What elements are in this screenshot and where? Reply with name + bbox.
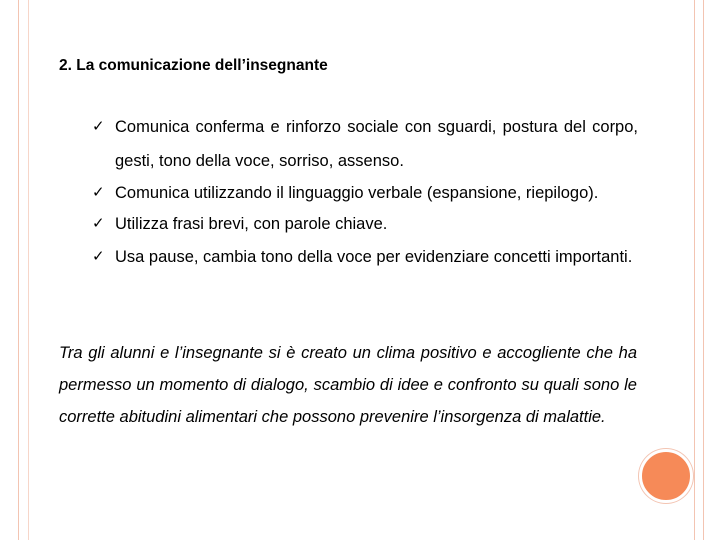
bullet-item-4 bbox=[92, 240, 638, 274]
bullet-text: Utilizza frasi brevi, con parole chiave. bbox=[115, 215, 388, 233]
bullet-text: Usa pause, cambia tono della voce per evidenziare concetti importanti. bbox=[115, 248, 633, 266]
frame-inner-line-left bbox=[28, 0, 29, 540]
bullet-item-1 bbox=[92, 110, 638, 178]
check-icon: ✓ bbox=[92, 118, 105, 135]
bullet-item-2 bbox=[92, 176, 638, 210]
frame-inner-line-right bbox=[694, 0, 695, 540]
bullet-item-3 bbox=[92, 207, 638, 241]
bullet-text: Comunica conferma e rinforzo sociale con sguardi, postura del corpo, gesti, tono della voce, sorriso, assenso. bbox=[115, 118, 638, 170]
conclusion-paragraph: Tra gli alunni e l’insegnante si è creato un clima positivo e accogliente che ha permesso un momento di dialogo, scambio di idee e confronto su quali sono le corrette abitudini alimentari che possono prevenire l’insorgenza di malattie. bbox=[59, 344, 637, 426]
section-heading: 2. La comunicazione dell’insegnante bbox=[59, 57, 328, 74]
check-icon: ✓ bbox=[92, 215, 105, 232]
decorative-circle bbox=[639, 449, 693, 503]
check-icon: ✓ bbox=[92, 184, 105, 201]
check-icon: ✓ bbox=[92, 248, 105, 265]
bullet-text: Comunica utilizzando il linguaggio verbale (espansione, riepilogo). bbox=[115, 184, 599, 202]
